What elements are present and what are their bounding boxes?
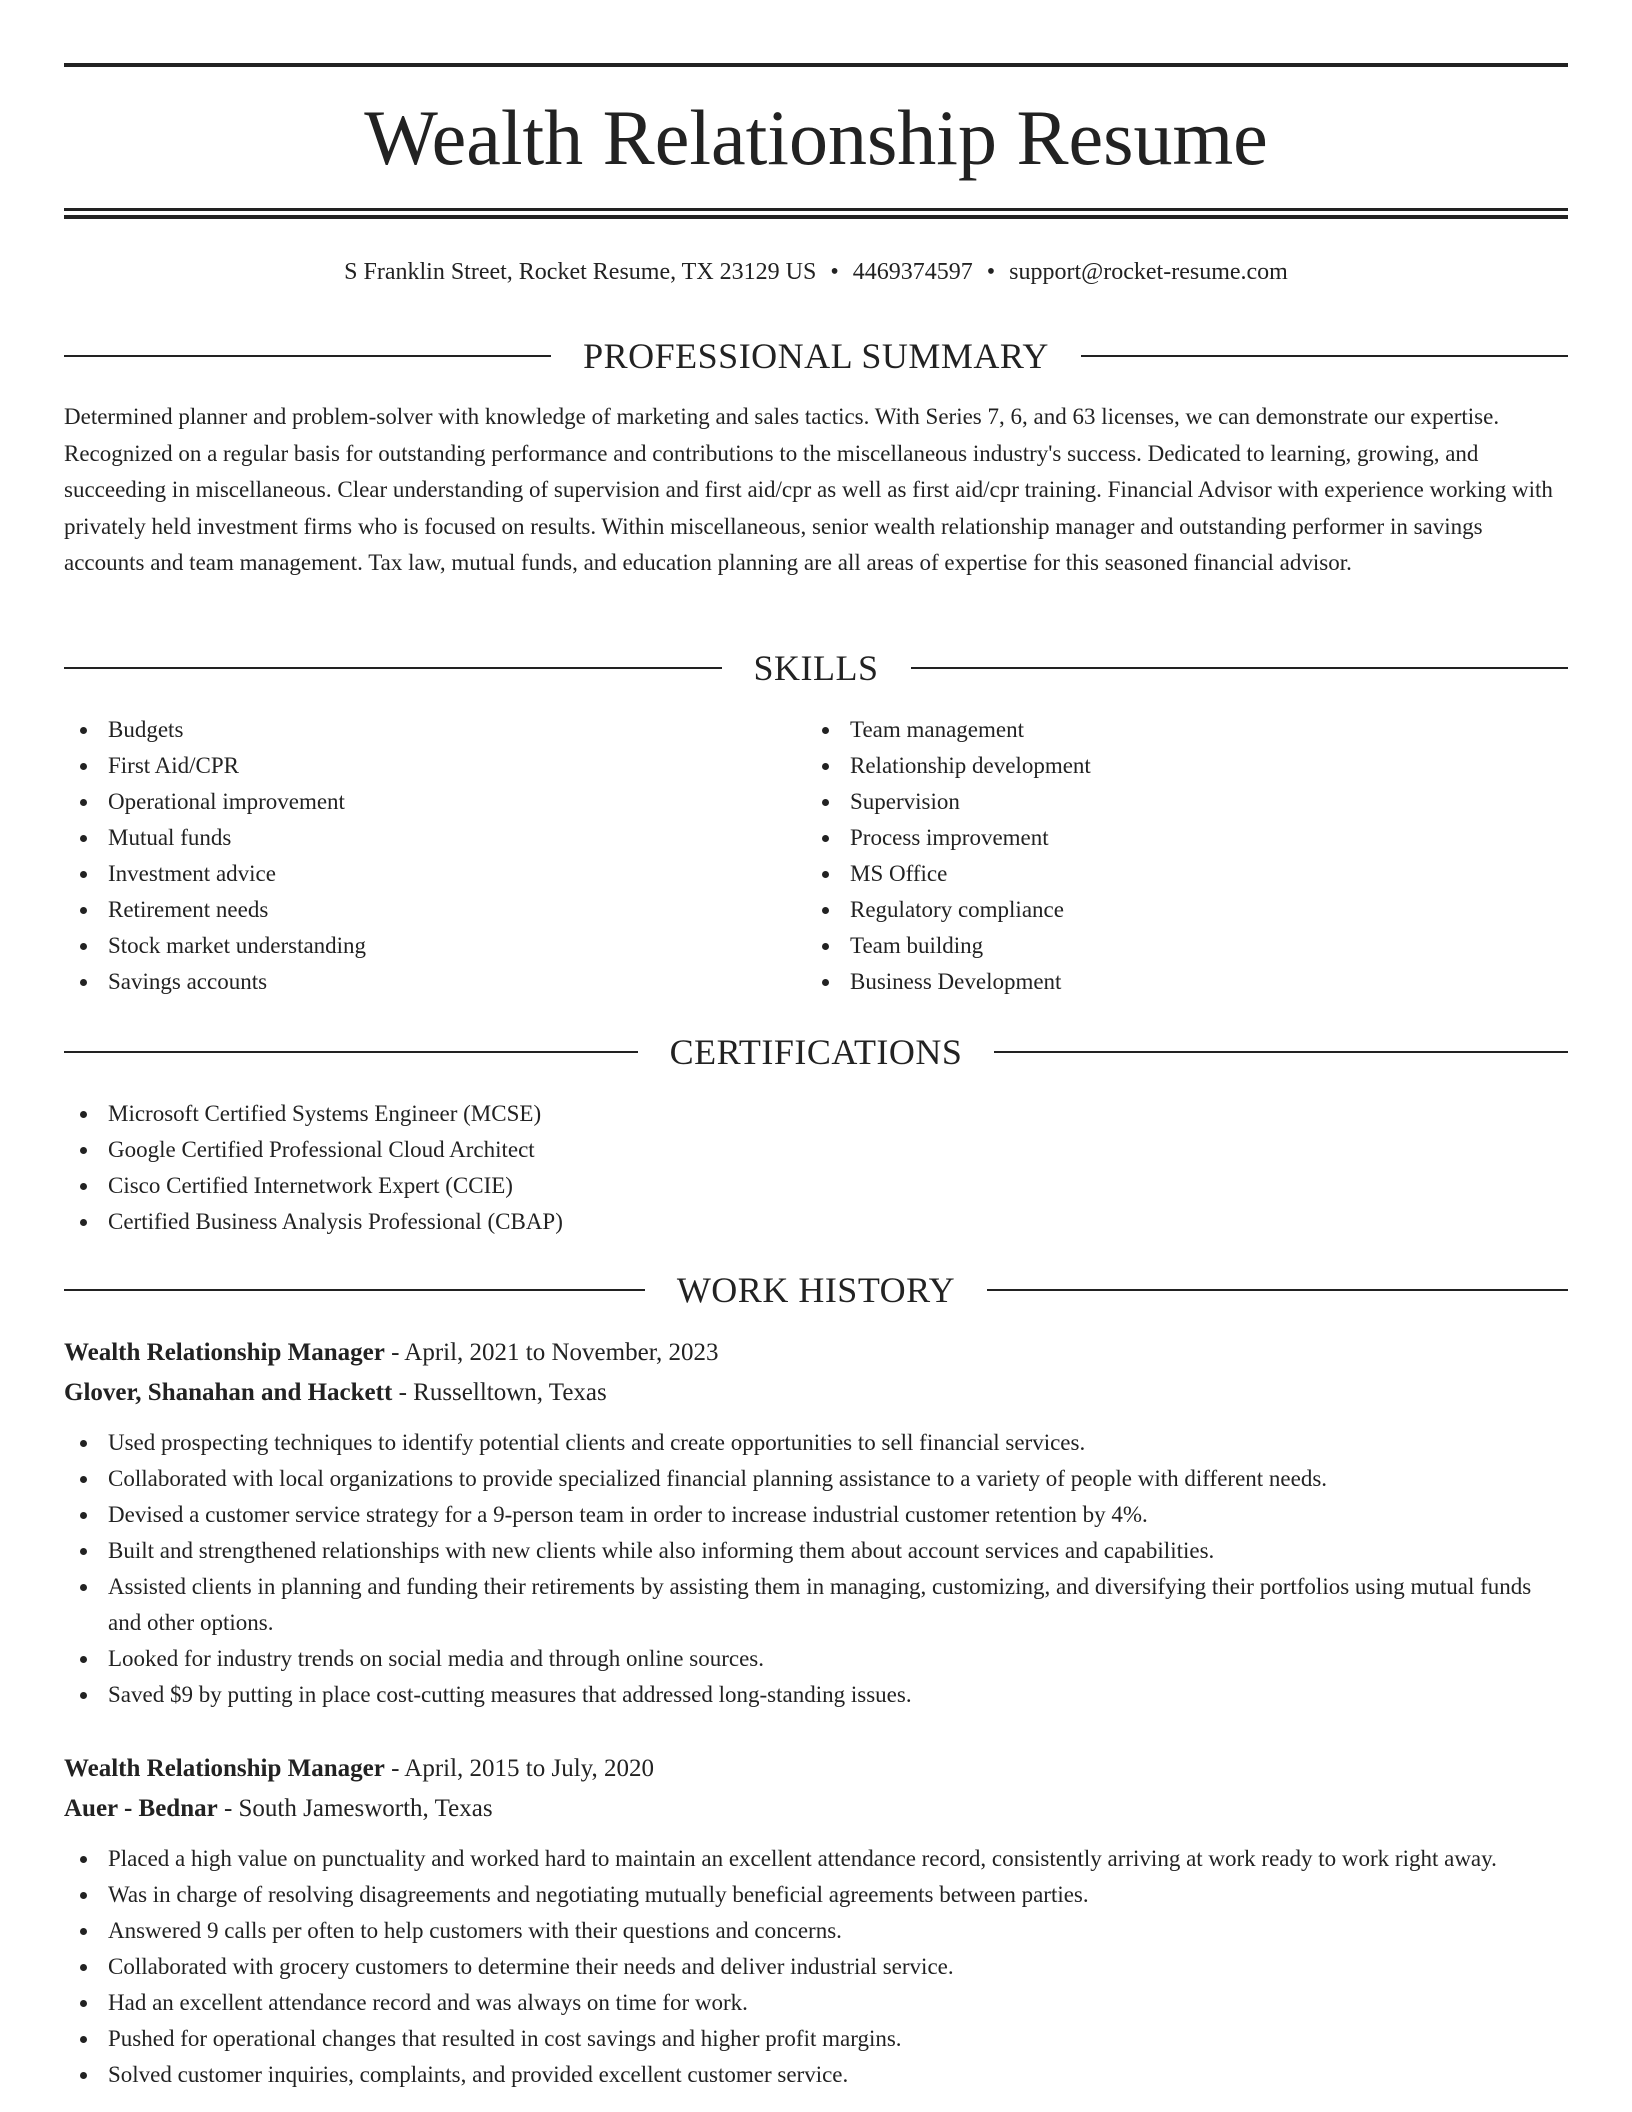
job-location: - South Jamesworth, Texas xyxy=(217,1795,493,1822)
job-entry xyxy=(64,1333,1568,1713)
certification-item: Google Certified Professional Cloud Architect xyxy=(64,1132,1568,1168)
certification-item: Microsoft Certified Systems Engineer (MCSE) xyxy=(64,1096,1568,1132)
heading-rule xyxy=(987,1289,1568,1291)
resume-title: Wealth Relationship Resume xyxy=(364,94,1268,181)
contact-address: S Franklin Street, Rocket Resume, TX 23129 US xyxy=(344,259,817,285)
job-duty: Assisted clients in planning and funding their retirements by assisting them in managing, customizing, and diversifying their portfolios using mutual funds and other options. xyxy=(64,1569,1568,1641)
heading-rule xyxy=(994,1051,1568,1053)
heading-rule xyxy=(64,355,551,357)
heading-rule xyxy=(64,1289,645,1291)
job-duty: Built and strengthened relationships with new clients while also informing them about account services and capabilities. xyxy=(64,1533,1568,1569)
heading-rule xyxy=(911,667,1569,669)
contact-phone: 4469374597 xyxy=(852,259,973,285)
job-title-line xyxy=(64,1333,1568,1373)
skill-item: Budgets xyxy=(64,712,764,748)
job-company-line xyxy=(64,1373,1568,1413)
skill-item: First Aid/CPR xyxy=(64,748,764,784)
section-heading-summary xyxy=(64,336,1568,376)
job-duty: Pushed for operational changes that resulted in cost savings and higher profit margins. xyxy=(64,2021,1568,2057)
job-duty: Collaborated with grocery customers to determine their needs and deliver industrial service. xyxy=(64,1949,1568,1985)
section-title: WORK HISTORY xyxy=(676,1270,956,1310)
job-duty: Was in charge of resolving disagreements and negotiating mutually beneficial agreements between parties. xyxy=(64,1877,1568,1913)
job-duty: Had an excellent attendance record and was always on time for work. xyxy=(64,1985,1568,2021)
job-company: Auer - Bednar xyxy=(64,1795,218,1822)
job-dates: - April, 2021 to November, 2023 xyxy=(384,1339,719,1366)
job-title: Wealth Relationship Manager xyxy=(64,1339,385,1366)
heading-rule xyxy=(64,1051,638,1053)
skill-item: Supervision xyxy=(806,784,1568,820)
skill-item: Operational improvement xyxy=(64,784,764,820)
job-duty: Collaborated with local organizations to provide specialized financial planning assistance to a variety of people with different needs. xyxy=(64,1461,1568,1497)
job-company: Glover, Shanahan and Hackett xyxy=(64,1379,393,1406)
job-duty: Used prospecting techniques to identify potential clients and create opportunities to sell financial services. xyxy=(64,1425,1568,1461)
job-title-line xyxy=(64,1749,1568,1789)
skill-item: Retirement needs xyxy=(64,892,764,928)
section-title: CERTIFICATIONS xyxy=(669,1032,963,1072)
job-duty: Devised a customer service strategy for a 9-person team in order to increase industrial customer retention by 4%. xyxy=(64,1497,1568,1533)
skill-item: MS Office xyxy=(806,856,1568,892)
job-company-line xyxy=(64,1789,1568,1829)
top-rule xyxy=(64,63,1568,67)
skill-item: Business Development xyxy=(806,964,1568,1000)
certification-item: Certified Business Analysis Professional (CBAP) xyxy=(64,1204,1568,1240)
skill-item: Process improvement xyxy=(806,820,1568,856)
job-duty: Looked for industry trends on social media and through online sources. xyxy=(64,1641,1568,1677)
contact-line xyxy=(64,252,1568,292)
job-location: - Russelltown, Texas xyxy=(392,1379,607,1406)
title-rule-lower xyxy=(64,215,1568,219)
job-duties-list xyxy=(64,1425,1568,1713)
skill-item: Mutual funds xyxy=(64,820,764,856)
skill-item: Savings accounts xyxy=(64,964,764,1000)
job-duty: Saved $9 by putting in place cost-cutting measures that addressed long-standing issues. xyxy=(64,1677,1568,1713)
professional-summary-text: Determined planner and problem-solver with knowledge of marketing and sales tactics. With Series 7, 6, and 63 licenses, we can demonstrate our expertise. Recognized on a regular basis for outstanding performance and contributions to the miscellaneous industry's success. Dedicated to learning, growing, and succeeding in miscellaneous. Clear understanding of supervision and first aid/cpr as well as first aid/cpr training. Financial Advisor with experience working with privately held investment firms who is focused on results. Within miscellaneous, senior wealth relationship manager and outstanding performer in savings accounts and team management. Tax law, mutual funds, and education planning are all areas of expertise for this seasoned financial advisor. xyxy=(64,404,1553,575)
job-duty: Answered 9 calls per often to help customers with their questions and concerns. xyxy=(64,1913,1568,1949)
contact-separator: • xyxy=(986,259,996,285)
skill-item: Investment advice xyxy=(64,856,764,892)
skill-item: Team management xyxy=(806,712,1568,748)
skill-item: Regulatory compliance xyxy=(806,892,1568,928)
contact-separator: • xyxy=(830,259,839,285)
section-heading-skills xyxy=(64,648,1568,688)
title-rule-upper xyxy=(64,208,1568,211)
skill-item: Team building xyxy=(806,928,1568,964)
certifications-list xyxy=(64,1096,1568,1240)
job-title: Wealth Relationship Manager xyxy=(64,1755,385,1782)
heading-rule xyxy=(1081,355,1568,357)
skill-item: Stock market understanding xyxy=(64,928,764,964)
section-heading-work-history xyxy=(64,1270,1568,1310)
job-duty: Solved customer inquiries, complaints, and provided excellent customer service. xyxy=(64,2057,1568,2093)
contact-email: support@rocket-resume.com xyxy=(1009,259,1288,285)
heading-rule xyxy=(64,667,722,669)
skill-item: Relationship development xyxy=(806,748,1568,784)
skills-list-left xyxy=(64,712,764,1000)
job-duties-list xyxy=(64,1841,1568,2093)
section-title: SKILLS xyxy=(753,648,879,688)
certification-item: Cisco Certified Internetwork Expert (CCIE) xyxy=(64,1168,1568,1204)
job-duty: Placed a high value on punctuality and worked hard to maintain an excellent attendance record, consistently arriving at work ready to work right away. xyxy=(64,1841,1568,1877)
job-entry xyxy=(64,1749,1568,2093)
skills-list-right xyxy=(806,712,1568,1000)
section-heading-certifications xyxy=(64,1032,1568,1072)
section-title: PROFESSIONAL SUMMARY xyxy=(583,336,1049,376)
job-dates: - April, 2015 to July, 2020 xyxy=(384,1755,655,1782)
